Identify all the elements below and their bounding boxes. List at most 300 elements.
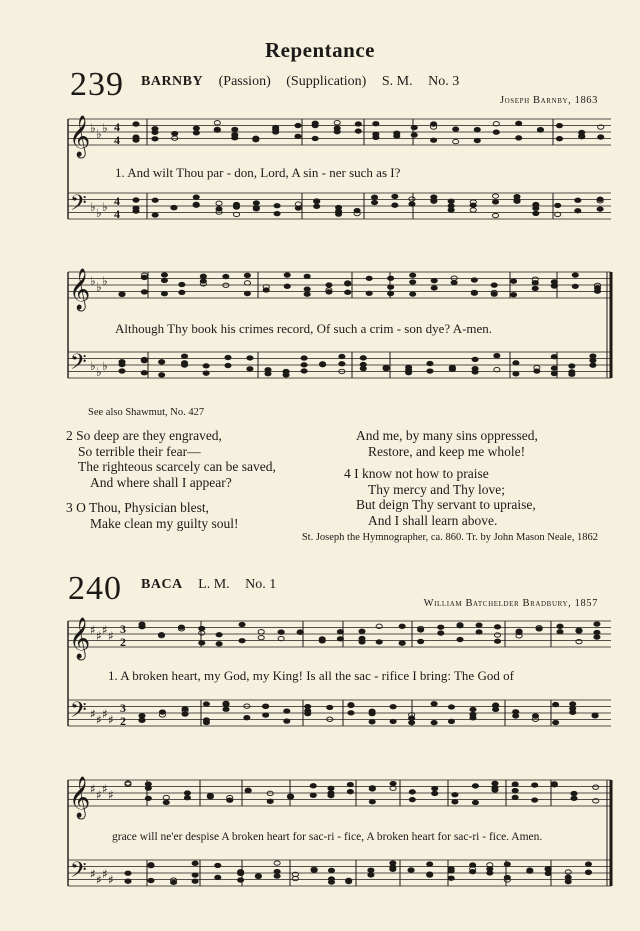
note-head: [575, 209, 581, 213]
note-head: [579, 135, 585, 139]
stanza-line: 4 I know not how to praise: [344, 466, 489, 481]
note-head: [390, 705, 396, 709]
note-head: [274, 861, 280, 865]
note-head: [551, 371, 557, 375]
note-head: [551, 355, 557, 359]
note-head: [263, 713, 269, 717]
note-head: [453, 139, 459, 143]
note-head: [148, 878, 154, 882]
note-head: [301, 369, 307, 373]
note-head: [594, 630, 600, 634]
time-signature: 3: [120, 622, 126, 636]
note-head: [192, 879, 198, 883]
note-head: [494, 639, 500, 643]
stanza-line: But deign Thy servant to upraise,: [356, 497, 536, 512]
note-head: [247, 356, 253, 360]
note-head: [532, 281, 538, 285]
note-head: [163, 800, 169, 804]
stanza-line: And where shall I appear?: [90, 474, 232, 490]
note-head: [312, 121, 318, 125]
note-head: [371, 195, 377, 199]
note-head: [284, 719, 290, 723]
note-head: [373, 122, 379, 126]
note-head: [476, 630, 482, 634]
note-head: [184, 791, 190, 795]
note-head: [216, 207, 222, 211]
note-head: [267, 799, 273, 803]
note-head: [314, 199, 320, 203]
note-head: [569, 364, 575, 368]
note-head: [551, 366, 557, 370]
time-signature: 4: [114, 194, 120, 208]
tune-name: BACA: [141, 577, 183, 592]
note-head: [334, 121, 340, 125]
note-head: [512, 788, 518, 792]
note-head: [193, 203, 199, 207]
sharp-sign-icon: ♯: [108, 713, 114, 727]
note-head: [438, 625, 444, 629]
note-head: [472, 784, 478, 788]
note-head: [119, 292, 125, 296]
note-head: [368, 873, 374, 877]
note-head: [470, 208, 476, 212]
note-head: [295, 134, 301, 138]
note-head: [406, 370, 412, 374]
note-head: [431, 286, 437, 290]
note-head: [432, 791, 438, 795]
note-head: [141, 275, 147, 279]
alt-name-2: (Supplication): [286, 74, 367, 89]
note-head: [181, 354, 187, 358]
note-head: [448, 876, 454, 880]
note-head: [346, 878, 352, 882]
treble-clef-icon: 𝄞: [69, 269, 91, 310]
note-head: [258, 635, 264, 639]
note-head: [328, 786, 334, 790]
note-head: [267, 791, 273, 795]
note-head: [390, 865, 396, 869]
note-head: [597, 207, 603, 211]
note-head: [223, 274, 229, 278]
treble-clef-icon: 𝄞: [69, 116, 91, 157]
note-head: [161, 291, 167, 295]
stanza-line: Restore, and keep me whole!: [368, 443, 526, 459]
note-head: [366, 276, 372, 280]
note-head: [371, 200, 377, 204]
note-head: [238, 870, 244, 874]
sharp-sign-icon: ♯: [96, 873, 102, 887]
note-head: [297, 630, 303, 634]
note-head: [390, 719, 396, 723]
note-head: [471, 291, 477, 295]
sharp-sign-icon: ♯: [96, 713, 102, 727]
note-head: [492, 781, 498, 785]
note-head: [265, 368, 271, 372]
note-head: [223, 707, 229, 711]
flat-sign-icon: ♭: [102, 121, 108, 135]
note-head: [200, 279, 206, 283]
note-head: [513, 714, 519, 718]
note-head: [232, 127, 238, 131]
note-head: [427, 862, 433, 866]
flat-sign-icon: ♭: [96, 206, 102, 220]
note-head: [192, 873, 198, 877]
note-head: [366, 291, 372, 295]
note-head: [406, 365, 412, 369]
note-head: [512, 782, 518, 786]
note-head: [245, 788, 251, 792]
note-head: [504, 875, 510, 879]
note-head: [449, 365, 455, 369]
note-head: [590, 363, 596, 367]
note-head: [359, 640, 365, 644]
note-head: [214, 121, 220, 125]
note-head: [512, 795, 518, 799]
note-head: [448, 705, 454, 709]
note-head: [474, 127, 480, 131]
note-head: [347, 782, 353, 786]
note-head: [411, 125, 417, 129]
note-head: [247, 367, 253, 371]
flat-sign-icon: ♭: [90, 274, 96, 288]
bass-clef-icon: 𝄢: [70, 350, 87, 380]
note-head: [411, 133, 417, 137]
sharp-sign-icon: ♯: [90, 867, 96, 881]
note-head: [516, 629, 522, 633]
time-signature: 2: [120, 714, 126, 728]
sharp-sign-icon: ♯: [96, 788, 102, 802]
note-head: [388, 291, 394, 295]
note-head: [376, 640, 382, 644]
section-title: Repentance: [265, 38, 375, 62]
sharp-sign-icon: ♯: [108, 629, 114, 643]
note-head: [203, 718, 209, 722]
note-head: [510, 279, 516, 283]
note-head: [238, 878, 244, 882]
note-head: [513, 361, 519, 365]
note-head: [310, 784, 316, 788]
sharp-sign-icon: ♯: [102, 782, 108, 796]
flat-sign-icon: ♭: [96, 365, 102, 379]
note-head: [513, 372, 519, 376]
note-head: [319, 639, 325, 643]
sharp-sign-icon: ♯: [90, 707, 96, 721]
sharp-sign-icon: ♯: [108, 873, 114, 887]
note-head: [408, 868, 414, 872]
stanza-line: Thy mercy and Thy love;: [368, 481, 505, 497]
note-head: [504, 862, 510, 866]
stanza-line: And me, by many sins oppressed,: [356, 428, 538, 443]
note-head: [193, 126, 199, 130]
note-head: [553, 720, 559, 724]
note-head: [470, 712, 476, 716]
note-head: [399, 641, 405, 645]
note-head: [431, 720, 437, 724]
hymn-239-number: 239: [70, 66, 124, 103]
hymn-240-number: 240: [68, 570, 122, 607]
note-head: [457, 637, 463, 641]
note-head: [216, 633, 222, 637]
note-head: [409, 720, 415, 724]
note-head: [139, 714, 145, 718]
stanza-line: The righteous scarcely can be saved,: [78, 459, 276, 474]
note-head: [585, 870, 591, 874]
note-head: [305, 709, 311, 713]
note-head: [284, 273, 290, 277]
note-head: [203, 371, 209, 375]
note-head: [233, 212, 239, 216]
note-head: [255, 874, 261, 878]
flat-sign-icon: ♭: [90, 200, 96, 214]
note-head: [200, 274, 206, 278]
note-head: [516, 136, 522, 140]
note-head: [304, 292, 310, 296]
note-head: [457, 623, 463, 627]
note-head: [492, 200, 498, 204]
note-head: [576, 629, 582, 633]
note-head: [326, 290, 332, 294]
note-head: [572, 284, 578, 288]
note-head: [203, 702, 209, 706]
note-head: [514, 194, 520, 198]
note-head: [448, 204, 454, 208]
note-head: [388, 285, 394, 289]
note-head: [181, 363, 187, 367]
sharp-sign-icon: ♯: [90, 782, 96, 796]
note-head: [232, 136, 238, 140]
note-head: [532, 286, 538, 290]
note-head: [223, 701, 229, 705]
note-head: [253, 205, 259, 209]
time-signature: 4: [114, 120, 120, 134]
note-head: [557, 630, 563, 634]
note-head: [225, 363, 231, 367]
note-head: [360, 356, 366, 360]
note-head: [431, 138, 437, 142]
note-head: [328, 868, 334, 872]
note-head: [312, 136, 318, 140]
flat-sign-icon: ♭: [102, 359, 108, 373]
note-head: [470, 707, 476, 711]
flat-sign-icon: ♭: [102, 274, 108, 288]
note-head: [152, 198, 158, 202]
note-head: [557, 624, 563, 628]
note-head: [418, 639, 424, 643]
note-head: [334, 129, 340, 133]
note-head: [145, 786, 151, 790]
note-head: [283, 373, 289, 377]
note-head: [284, 709, 290, 713]
hymn-240-lyrics-line-2: grace will ne'er despise A broken heart for sac-ri - fice, A broken heart for sac-ri - fice. Amen.: [112, 831, 543, 843]
note-head: [585, 862, 591, 866]
note-head: [133, 198, 139, 202]
note-head: [141, 371, 147, 375]
note-head: [492, 213, 498, 217]
note-head: [233, 205, 239, 209]
note-head: [451, 280, 457, 284]
note-head: [491, 292, 497, 296]
note-head: [263, 704, 269, 708]
note-head: [534, 369, 540, 373]
alt-name-1: (Passion): [218, 74, 271, 89]
note-head: [431, 702, 437, 706]
treble-clef-icon: 𝄞: [69, 777, 91, 818]
sharp-sign-icon: ♯: [96, 629, 102, 643]
note-head: [532, 783, 538, 787]
note-head: [427, 369, 433, 373]
note-head: [215, 875, 221, 879]
note-head: [304, 287, 310, 291]
note-head: [565, 879, 571, 883]
note-head: [163, 795, 169, 799]
note-head: [182, 712, 188, 716]
note-head: [514, 199, 520, 203]
note-head: [239, 622, 245, 626]
note-head: [536, 627, 542, 631]
note-head: [125, 879, 131, 883]
tune-name: BARNBY: [141, 74, 204, 89]
note-head: [244, 715, 250, 719]
stanza-line: Make clean my guilty soul!: [90, 515, 239, 531]
note-head: [244, 281, 250, 285]
hymn-240-composer: William Batchelder Bradbury, 1857: [423, 598, 598, 609]
note-head: [139, 625, 145, 629]
note-head: [594, 635, 600, 639]
note-head: [394, 131, 400, 135]
hymn-239-composer: Joseph Barnby, 1863: [499, 95, 598, 106]
note-head: [448, 869, 454, 873]
note-head: [493, 703, 499, 707]
note-head: [383, 365, 389, 369]
note-head: [141, 290, 147, 294]
note-head: [319, 362, 325, 366]
note-head: [133, 122, 139, 126]
hymn-239-credit: St. Joseph the Hymnographer, ca. 860. Tr. by John Mason Neale, 1862: [301, 532, 598, 543]
note-head: [214, 128, 220, 132]
note-head: [145, 796, 151, 800]
note-head: [369, 709, 375, 713]
note-head: [170, 880, 176, 884]
note-head: [399, 624, 405, 628]
note-head: [274, 211, 280, 215]
note-head: [263, 288, 269, 292]
note-head: [537, 127, 543, 131]
note-head: [184, 796, 190, 800]
note-head: [494, 625, 500, 629]
note-head: [199, 641, 205, 645]
note-head: [556, 136, 562, 140]
note-head: [369, 720, 375, 724]
note-head: [253, 136, 259, 140]
note-head: [555, 203, 561, 207]
stanza-line: 3 O Thou, Physician blest,: [66, 500, 209, 515]
note-head: [472, 357, 478, 361]
note-head: [273, 127, 279, 131]
note-head: [141, 358, 147, 362]
note-head: [360, 366, 366, 370]
note-head: [545, 867, 551, 871]
bass-clef-icon: 𝄢: [70, 858, 87, 888]
note-head: [572, 273, 578, 277]
note-head: [244, 273, 250, 277]
note-head: [432, 786, 438, 790]
note-head: [335, 212, 341, 216]
note-head: [339, 354, 345, 358]
note-head: [575, 198, 581, 202]
note-head: [119, 360, 125, 364]
note-head: [373, 132, 379, 136]
note-head: [171, 205, 177, 209]
flat-sign-icon: ♭: [96, 280, 102, 294]
note-head: [571, 791, 577, 795]
note-head: [355, 129, 361, 133]
note-head: [225, 355, 231, 359]
stanza-line: So terrible their fear—: [78, 443, 201, 459]
meter: L. M.: [198, 577, 230, 592]
note-head: [152, 213, 158, 217]
note-head: [326, 283, 332, 287]
note-head: [410, 273, 416, 277]
note-head: [227, 798, 233, 802]
note-head: [533, 206, 539, 210]
note-head: [133, 206, 139, 210]
note-head: [474, 138, 480, 142]
hymn-239-lyrics-line-1: 1. And wilt Thou par - don, Lord, A sin - ner such as I?: [115, 165, 401, 180]
bass-clef-icon: 𝄢: [70, 698, 87, 728]
note-head: [161, 278, 167, 282]
note-head: [472, 800, 478, 804]
sharp-sign-icon: ♯: [102, 623, 108, 637]
note-head: [192, 861, 198, 865]
note-head: [295, 123, 301, 127]
note-head: [193, 131, 199, 135]
note-head: [438, 631, 444, 635]
sharp-sign-icon: ♯: [90, 623, 96, 637]
note-head: [327, 705, 333, 709]
note-head: [431, 122, 437, 126]
note-head: [152, 130, 158, 134]
note-head: [311, 868, 317, 872]
treble-clef-icon: 𝄞: [69, 618, 91, 659]
note-head: [258, 630, 264, 634]
hymn-239-lyrics-line-2: Although Thy book his crimes record, Of such a crim - son dye? A-men.: [115, 321, 493, 336]
note-head: [369, 800, 375, 804]
note-head: [556, 123, 562, 127]
note-head: [274, 204, 280, 208]
note-head: [274, 874, 280, 878]
stanza-line: And I shall learn above.: [368, 512, 498, 528]
time-signature: 4: [114, 133, 120, 147]
note-head: [551, 280, 557, 284]
note-head: [152, 137, 158, 141]
note-head: [253, 201, 259, 205]
note-head: [216, 642, 222, 646]
note-head: [569, 372, 575, 376]
note-head: [159, 373, 165, 377]
note-head: [410, 292, 416, 296]
note-head: [431, 278, 437, 282]
note-head: [179, 282, 185, 286]
note-head: [409, 202, 415, 206]
time-signature: 2: [120, 635, 126, 649]
note-head: [409, 790, 415, 794]
note-head: [301, 363, 307, 367]
note-head: [510, 293, 516, 297]
note-head: [487, 871, 493, 875]
note-head: [179, 290, 185, 294]
note-head: [593, 785, 599, 789]
note-head: [448, 199, 454, 203]
